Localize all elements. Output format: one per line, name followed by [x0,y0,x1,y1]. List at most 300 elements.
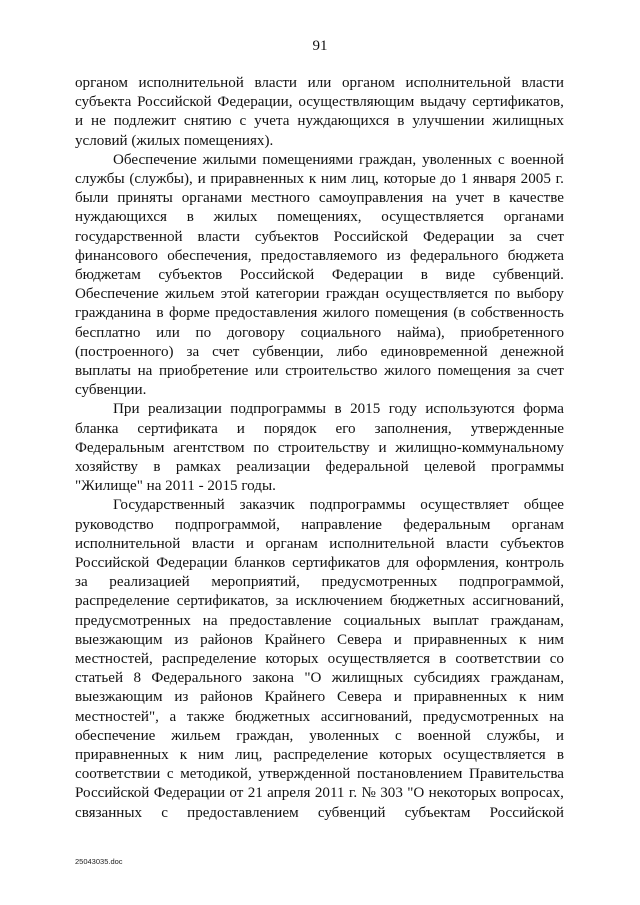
word: контроль [505,555,564,571]
word: субвенции, [252,343,324,360]
text-line [75,73,564,93]
word: субъекта [75,94,132,111]
word: нуждающихся [75,209,167,226]
word: января [472,171,516,187]
word: в [397,113,405,130]
word: исполнительной [138,75,244,91]
word: выезжающим [75,631,163,648]
word: органами [181,190,243,207]
word: строительство [285,363,378,379]
word: Севера [336,689,382,706]
word: приобретение [158,363,249,379]
word: и [236,420,245,437]
word: обеспечения, [167,247,252,264]
word: в [439,651,447,667]
word: бланков [234,555,286,571]
word: граждан, [236,727,294,744]
word: подпрограммой, [458,574,564,591]
word: местностей, [75,651,153,667]
word: направление [301,516,383,533]
word: При [113,401,140,418]
word: за [517,363,530,379]
word: жильем [165,286,215,303]
word: ним [538,631,564,648]
word: службы [75,171,125,187]
word: Государственный [113,497,225,514]
text-line [75,246,564,266]
text-line [75,572,564,592]
word: местностей", [75,708,159,725]
word: по [494,286,511,303]
word: апреля [267,785,311,802]
word: договору [226,324,285,341]
word: власти [521,75,564,91]
word: в [556,747,564,763]
word: районов [200,631,253,648]
word: улучшении [412,113,485,130]
text-line [75,553,564,573]
word: Федерации, [217,94,293,111]
text-line [75,227,564,247]
word: в [334,401,342,418]
text-line [113,399,564,419]
word: исполнительной [329,535,435,552]
word: осуществляется [443,747,546,763]
word: из [386,247,401,264]
word: помещениями [262,151,354,168]
word: органом [341,75,395,91]
word: в [493,190,501,207]
word: и [75,113,84,130]
word: заполнения, [374,420,452,437]
word: постановлением [357,766,463,783]
word: приняты [117,190,173,207]
word: по [195,324,212,341]
text-line [75,284,564,304]
text-line [75,92,564,112]
word: программы [491,459,564,475]
word: выплат [432,612,479,629]
word: и [393,631,402,648]
word: Российской [239,267,315,283]
word: также [186,708,225,725]
text-line [75,707,564,727]
text-line [75,207,564,227]
text-line [75,438,564,458]
word: закона [252,670,294,687]
word: ним [320,171,347,187]
text-line [75,342,564,362]
word: субъектам [404,804,471,821]
word: подлежит [113,113,176,130]
word: на [549,708,564,725]
word: счет [212,343,240,360]
word: граждан, [359,151,417,168]
page-number: 91 [312,38,328,54]
text-line [113,150,564,170]
word: бесплатно [75,324,141,341]
word: субвенций. [492,267,564,283]
text-line [75,783,564,803]
word: г. [348,785,358,802]
word: Российской [75,785,150,802]
word: ассигнований, [320,708,413,725]
word: оформления, [415,555,499,571]
word: районов [200,689,253,706]
word: в [156,305,164,322]
text-line [75,265,564,285]
word: используются [425,401,515,418]
word: целевой [424,459,476,475]
word: на [431,190,447,207]
word: осуществляющим [298,94,415,111]
word: помещения [374,305,448,322]
text-line [75,111,564,131]
word: распределение [161,651,257,667]
word: вопросах, [500,785,564,802]
word: с [395,727,402,744]
word: агентством [173,439,245,456]
word: выдачу [420,94,467,111]
word: приравненных [210,171,305,187]
word: Российской [75,555,150,571]
text-line [75,419,564,439]
word: соответствии [75,766,161,783]
word: Федеральным [75,439,165,456]
word: из [174,631,189,648]
word: помещения [437,363,511,379]
word: этой [220,286,250,303]
word: предоставлением [187,804,299,821]
word: которых [265,651,319,667]
word: с [166,766,174,783]
text-line [75,687,564,707]
word: предоставление [229,612,332,629]
text-line [75,188,564,208]
word: субъектов [158,267,223,283]
text-line [75,534,564,554]
word: обеспечение [75,727,156,744]
word: по [253,439,270,456]
file-name-footer: 25043035.doc [75,857,123,866]
word: ним [198,747,224,763]
text-line [75,169,564,189]
word: 2015 [350,401,381,418]
word: или [254,363,279,379]
word: или [307,75,332,91]
word: или [156,324,180,341]
word: категории [255,286,320,303]
word: самоуправления [318,190,424,207]
text-line: субвенции. [75,382,147,399]
word: жилого [322,305,370,322]
word: утвержденные [470,420,564,437]
word: жилыми [202,151,257,168]
word: исключением [295,593,383,610]
word: связанных [75,804,143,821]
word: году [388,401,417,418]
word: учета [254,113,290,130]
word: и [378,439,387,456]
word: от [229,785,244,802]
word: осуществляется [385,286,489,303]
text-line [75,745,564,765]
word: федеральным [403,516,491,533]
word: 1 [460,171,469,187]
word: к [308,171,317,187]
word: социальных [343,612,421,629]
text-line [113,495,564,515]
word: счет [536,228,564,245]
word: счет [536,363,564,379]
text-line [75,649,564,669]
word: службы, [486,727,541,744]
word: подпрограммы [309,497,406,514]
word: форме [168,305,210,322]
word: единовременной [380,343,488,360]
word: распределение [273,747,369,763]
word: утвержденной [258,766,351,783]
word: к [519,631,527,648]
word: осуществляется [381,209,484,226]
word: некоторых [428,785,497,802]
word: власти [446,535,489,552]
word: бюджетам [75,267,141,283]
word: его [335,420,356,437]
word: исполнительной [405,75,511,91]
word: были [75,190,109,207]
word: предусмотренных [422,708,539,725]
word: 303 [380,785,403,802]
word: ассигнований, [472,593,564,610]
word: Российской [333,228,409,245]
word: жилых [213,209,258,226]
word: ним [538,689,564,706]
word: гражданина [75,305,152,322]
word: выезжающим [75,689,163,706]
word: не [91,113,106,130]
word: приравненных [413,631,508,648]
word: бюджетных [234,708,311,725]
word: к [519,689,527,706]
text-line [75,323,564,343]
word: и [197,171,206,187]
word: органам [265,535,318,552]
word: Федерации [422,228,495,245]
word: со [549,651,564,667]
word: реализацией [109,574,190,591]
word: и [555,727,564,744]
word: сертификатов [292,555,381,571]
word: 2005 [520,171,551,187]
word: Обеспечение [75,286,159,303]
word: бюджета [507,247,564,264]
word: жилищно-коммунальному [395,439,564,456]
word: г. [555,171,564,187]
word: лиц, [351,171,379,187]
word: приравненных [75,747,169,763]
word: сертификатов, [472,94,564,111]
word: военной [417,727,471,744]
word: реализации [236,459,311,475]
word: форма [523,401,564,418]
word: органом [75,75,128,91]
word: с [498,151,505,168]
word: а [169,708,177,725]
word: Федерации [153,785,226,802]
word: Севера [336,631,382,648]
word: строительству [277,439,370,456]
word: (в [453,305,466,322]
word: лиц, [234,747,263,763]
word: граждан [325,286,380,303]
word: власти [197,228,241,245]
word: на [202,612,218,629]
word: Федерации [331,267,404,283]
word: снятию [183,113,232,130]
word: либо [336,343,368,360]
text-line [75,591,564,611]
word: учет [455,190,485,207]
word: федеральной [325,459,409,475]
word: "О [304,670,322,687]
word: Российской [489,804,564,821]
word: исполнительной [75,535,181,552]
word: реализации [148,401,222,418]
word: (построенного) [75,343,174,360]
text-line: условий (жилых помещениях). [75,132,274,149]
word: с [239,113,247,130]
word: порядок [263,420,317,437]
word: гражданам, [490,612,564,629]
text-line [75,764,564,784]
text-line [75,515,564,535]
word: социального [300,324,382,341]
text-line [75,303,564,323]
word: субвенций [317,804,386,821]
word: приобретенного [460,324,564,341]
word: собственность [470,305,564,322]
word: распределение [75,593,170,610]
word: 21 [247,785,263,802]
word: и [393,689,402,706]
word: сертификатов, [176,593,269,610]
word: бюджетных [389,593,466,610]
word: органами [503,209,564,226]
word: найма), [396,324,445,341]
word: общее [523,497,564,514]
word: уволенных [309,727,380,744]
word: бланка [75,420,119,437]
word: на [137,363,153,379]
word: выплаты [75,363,131,379]
word: Крайнего [264,631,326,648]
text-line: "Жилище" на 2011 - 2015 годы. [75,478,276,495]
word: хозяйству [75,459,138,475]
word: осуществляется [327,651,431,667]
word: которых [379,747,433,763]
word: в [420,267,428,283]
word: субсидиях [413,670,481,687]
word: за [186,343,200,360]
word: в [186,209,194,226]
word: помещениях, [277,209,362,226]
word: жильем [171,727,221,744]
word: субъектов [500,535,564,552]
word: "О [407,785,425,802]
word: органам [511,516,564,533]
word: предусмотренных [75,612,191,629]
word: уволенных [422,151,493,168]
word: до [440,171,456,187]
word: местного [251,190,310,207]
word: соответствии [455,651,541,667]
word: Крайнего [264,689,326,706]
word: заказчик [239,497,295,514]
word: Российской [137,94,212,111]
word: предоставления [215,305,318,322]
word: приравненных [413,689,508,706]
word: жилищных [331,670,404,687]
word: (службы), [129,171,193,187]
word: военной [510,151,564,168]
text-line [75,726,564,746]
word: руководство [75,516,154,533]
word: сертификата [137,420,218,437]
word: выбору [516,286,564,303]
text-line [75,611,564,631]
word: подпрограммы [230,401,326,418]
word: власти [254,75,298,91]
word: гражданам, [490,670,564,687]
word: качестве [509,190,564,207]
word: Федерального [151,670,242,687]
word: Федерации [156,555,228,571]
word: федерального [409,247,499,264]
word: предоставляемого [260,247,378,264]
word: жилого [384,363,432,379]
text-line [75,361,564,381]
word: которые [383,171,436,187]
word: мероприятий, [211,574,300,591]
word: к [179,747,188,763]
word: Правительства [469,766,564,783]
word: нуждающихся [297,113,390,130]
word: субъектов [254,228,319,245]
word: № [361,785,376,802]
word: за [275,593,289,610]
word: из [174,689,189,706]
word: финансового [75,247,158,264]
word: жилищных [492,113,564,130]
word: власти [191,535,235,552]
word: 8 [133,670,141,687]
word: осуществляет [420,497,509,514]
word: в [153,459,161,475]
text-line [75,630,564,650]
word: денежной [500,343,564,360]
word: за [75,574,88,591]
word: методикой, [180,766,252,783]
word: статьей [75,670,124,687]
word: 2011 [314,785,345,802]
word: за [509,228,522,245]
word: для [386,555,410,571]
word: подпрограммой, [174,516,280,533]
word: предусмотренных [321,574,438,591]
word: рамках [175,459,222,475]
text-line [75,668,564,688]
